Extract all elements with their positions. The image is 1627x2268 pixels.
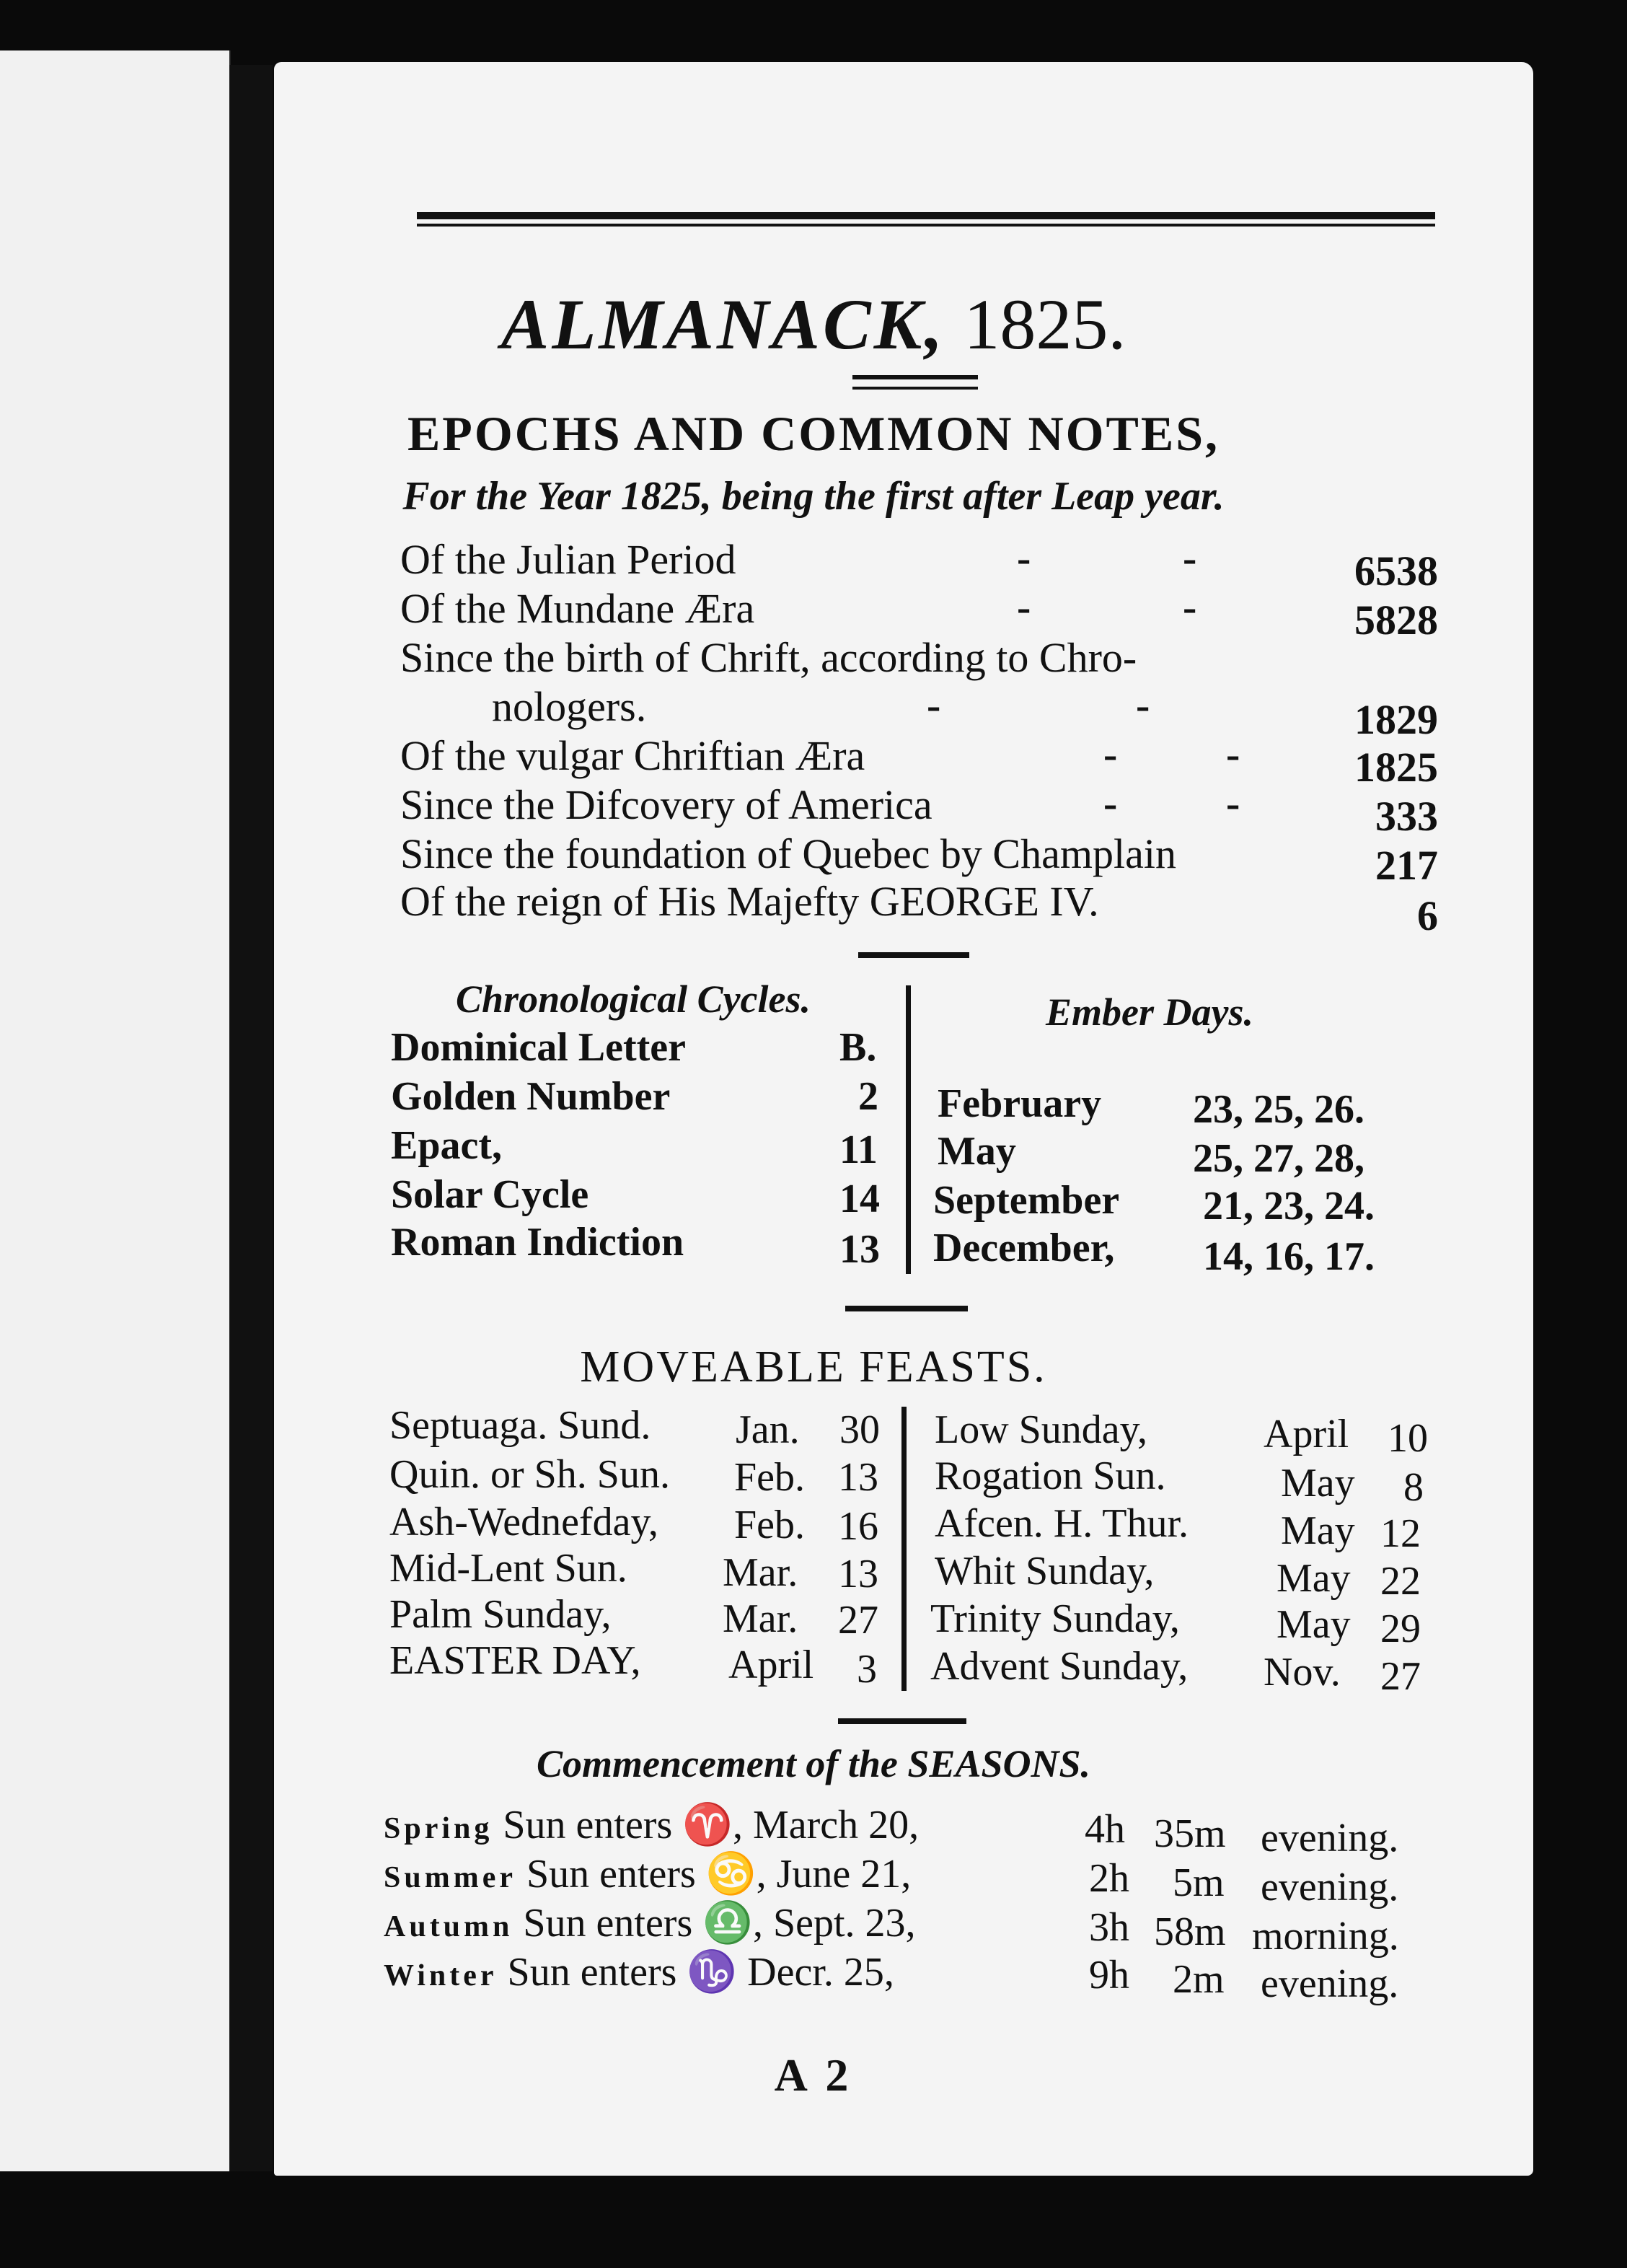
dash: - xyxy=(1183,535,1197,581)
ember-month: February xyxy=(938,1081,1102,1126)
season-time-of-day: morning. xyxy=(1252,1914,1399,1959)
season-enters: Sun enters xyxy=(526,1852,696,1896)
ember-month: September xyxy=(933,1178,1120,1223)
epoch-text: Since the Difcovery of America xyxy=(400,781,932,828)
feast-name: Mid-Lent Sun. xyxy=(389,1546,627,1591)
feast-name: Afcen. H. Thur. xyxy=(935,1501,1189,1546)
feast-name: Trinity Sunday, xyxy=(930,1596,1180,1641)
dash: - xyxy=(1103,731,1118,778)
feast-name: Advent Sunday, xyxy=(930,1644,1189,1689)
feast-name: Rogation Sun. xyxy=(935,1454,1166,1498)
divider-rule xyxy=(845,1306,968,1311)
cycle-label: Golden Number xyxy=(391,1074,671,1119)
ember-heading: Ember Days. xyxy=(1046,990,1253,1034)
season-hours: 2h xyxy=(1089,1856,1129,1901)
season-time-of-day: evening. xyxy=(1261,1865,1399,1909)
epoch-text: Of the Julian Period xyxy=(400,536,736,583)
ember-days: 21, 23, 24. xyxy=(1203,1184,1375,1228)
capricorn-sign-icon: ♑ xyxy=(687,1950,738,1995)
ember-month: May xyxy=(938,1129,1016,1174)
feast-day: 16 xyxy=(838,1504,878,1549)
season-name: Winter xyxy=(384,1959,498,1992)
feast-day: 13 xyxy=(838,1455,878,1500)
feast-month: Nov. xyxy=(1264,1650,1341,1695)
feast-month: May xyxy=(1281,1508,1355,1553)
feast-day: 29 xyxy=(1380,1606,1421,1651)
feast-name: Whit Sunday, xyxy=(935,1549,1155,1594)
epoch-text: Of the vulgar Chriftian Æra xyxy=(400,732,865,779)
cycle-value: B. xyxy=(839,1025,877,1070)
dash: - xyxy=(1103,780,1118,827)
facing-page xyxy=(0,50,231,2171)
libra-sign-icon: ♎ xyxy=(702,1901,753,1946)
season-date: June 21, xyxy=(776,1852,912,1896)
cancer-sign-icon: ♋ xyxy=(705,1852,757,1896)
feast-day: 12 xyxy=(1380,1511,1421,1556)
season-row xyxy=(384,1948,894,1995)
epoch-text: Since the birth of Chrift, according to Chro- xyxy=(400,634,1137,681)
feast-name: Septuaga. Sund. xyxy=(389,1403,651,1448)
feast-day: 13 xyxy=(838,1552,878,1596)
season-time-of-day: evening. xyxy=(1261,1816,1399,1860)
year-line: For the Year 1825, being the first after Leap year. xyxy=(402,474,1225,519)
epoch-value: 333 xyxy=(1375,793,1438,840)
dash: - xyxy=(1017,584,1031,630)
epoch-text: nologers. xyxy=(492,683,647,730)
feast-month: April xyxy=(728,1643,814,1687)
cycle-label: Epact, xyxy=(391,1123,502,1168)
feast-month: Feb. xyxy=(734,1455,805,1500)
feast-name: Quin. or Sh. Sun. xyxy=(389,1452,670,1497)
cycle-value: 14 xyxy=(839,1177,880,1221)
feast-month: Jan. xyxy=(736,1407,800,1452)
season-minutes: 58m xyxy=(1154,1909,1226,1954)
divider-rule xyxy=(858,952,969,958)
dash: - xyxy=(1226,731,1240,778)
title-year: 1825. xyxy=(964,284,1126,364)
cycle-label: Roman Indiction xyxy=(391,1220,684,1265)
feast-day: 30 xyxy=(839,1407,880,1452)
column-rule xyxy=(906,985,911,1274)
feast-day: 27 xyxy=(838,1598,878,1643)
divider-rule xyxy=(838,1718,966,1724)
epoch-text: Of the Mundane Æra xyxy=(400,585,755,632)
aries-sign-icon: ♈ xyxy=(682,1803,733,1847)
epoch-value: 5828 xyxy=(1354,597,1438,643)
epoch-text: Since the foundation of Quebec by Champlain xyxy=(400,830,1176,877)
feast-day: 8 xyxy=(1403,1465,1424,1510)
feast-day: 10 xyxy=(1388,1416,1428,1461)
seasons-heading: Commencement of the SEASONS. xyxy=(536,1742,1091,1785)
feast-month: Feb. xyxy=(734,1503,805,1547)
season-name: Summer xyxy=(384,1861,516,1894)
dash: - xyxy=(1183,584,1197,630)
feast-month: Mar. xyxy=(723,1596,798,1641)
season-time-of-day: evening. xyxy=(1261,1961,1399,2006)
feast-day: 22 xyxy=(1380,1559,1421,1604)
feast-day: 27 xyxy=(1380,1654,1421,1699)
season-enters: Sun enters xyxy=(503,1803,673,1847)
season-date: Sept. 23, xyxy=(772,1901,916,1946)
top-rule xyxy=(417,212,1435,219)
season-hours: 4h xyxy=(1085,1807,1125,1852)
dash: - xyxy=(1226,780,1240,827)
feast-day: 3 xyxy=(857,1647,877,1692)
season-date: March 20, xyxy=(752,1803,920,1847)
epoch-value: 6 xyxy=(1417,892,1438,939)
cycle-label: Solar Cycle xyxy=(391,1172,589,1217)
season-enters: Sun enters xyxy=(523,1901,693,1946)
divider-rule xyxy=(852,375,978,379)
season-row: Summer Sun enters ♋, June 21, xyxy=(384,1852,912,1896)
title-word: ALMANACK, xyxy=(501,284,946,364)
feasts-heading: MOVEABLE FEASTS. xyxy=(580,1342,1047,1392)
epoch-value: 217 xyxy=(1375,842,1438,889)
feast-month: April xyxy=(1264,1412,1349,1456)
feast-name: EASTER DAY, xyxy=(389,1638,641,1683)
feast-name: Low Sunday, xyxy=(935,1407,1148,1452)
feast-month: May xyxy=(1277,1556,1351,1601)
epoch-value: 1825 xyxy=(1354,744,1438,791)
top-rule-thin xyxy=(417,224,1435,227)
dash: - xyxy=(1136,682,1150,729)
epochs-heading: EPOCHS AND COMMON NOTES, xyxy=(407,406,1220,461)
season-hours: 9h xyxy=(1089,1953,1129,1997)
cycle-value: 2 xyxy=(858,1074,878,1119)
cycle-label: Dominical Letter xyxy=(391,1025,686,1070)
cycle-value: 11 xyxy=(839,1128,878,1172)
page-title xyxy=(0,283,1627,366)
season-row: Autumn Sun enters ♎, Sept. 23, xyxy=(384,1901,916,1946)
epoch-value: 6538 xyxy=(1354,548,1438,594)
cycle-value: 13 xyxy=(839,1227,880,1272)
feast-name: Ash-Wednefday, xyxy=(389,1500,658,1544)
season-enters: Sun enters xyxy=(507,1950,677,1995)
cycles-heading: Chronological Cycles. xyxy=(456,977,811,1021)
season-minutes: 2m xyxy=(1173,1957,1225,2002)
season-minutes: 5m xyxy=(1173,1860,1225,1905)
season-name: Spring xyxy=(384,1812,493,1845)
dash: - xyxy=(1017,535,1031,581)
feast-month: May xyxy=(1277,1602,1351,1647)
ember-days: 14, 16, 17. xyxy=(1203,1234,1375,1279)
book-gutter xyxy=(229,65,273,2171)
season-row: Spring Sun enters ♈, March 20, xyxy=(384,1803,920,1847)
column-rule xyxy=(901,1407,907,1691)
epoch-text: Of the reign of His Majefty GEORGE IV. xyxy=(400,878,1099,925)
season-hours: 3h xyxy=(1089,1905,1129,1950)
ember-days: 23, 25, 26. xyxy=(1193,1087,1364,1132)
page-signature: A 2 xyxy=(774,2049,853,2101)
epoch-value: 1829 xyxy=(1354,696,1438,743)
season-minutes: 35m xyxy=(1154,1811,1226,1856)
ember-days: 25, 27, 28, xyxy=(1193,1136,1364,1181)
ember-month: December, xyxy=(933,1226,1115,1270)
season-date: Decr. 25, xyxy=(747,1950,894,1995)
divider-rule xyxy=(852,387,978,390)
season-name: Autumn xyxy=(384,1910,513,1943)
dash: - xyxy=(927,682,941,729)
feast-month: May xyxy=(1281,1461,1355,1506)
feast-name: Palm Sunday, xyxy=(389,1592,612,1637)
feast-month: Mar. xyxy=(723,1550,798,1595)
